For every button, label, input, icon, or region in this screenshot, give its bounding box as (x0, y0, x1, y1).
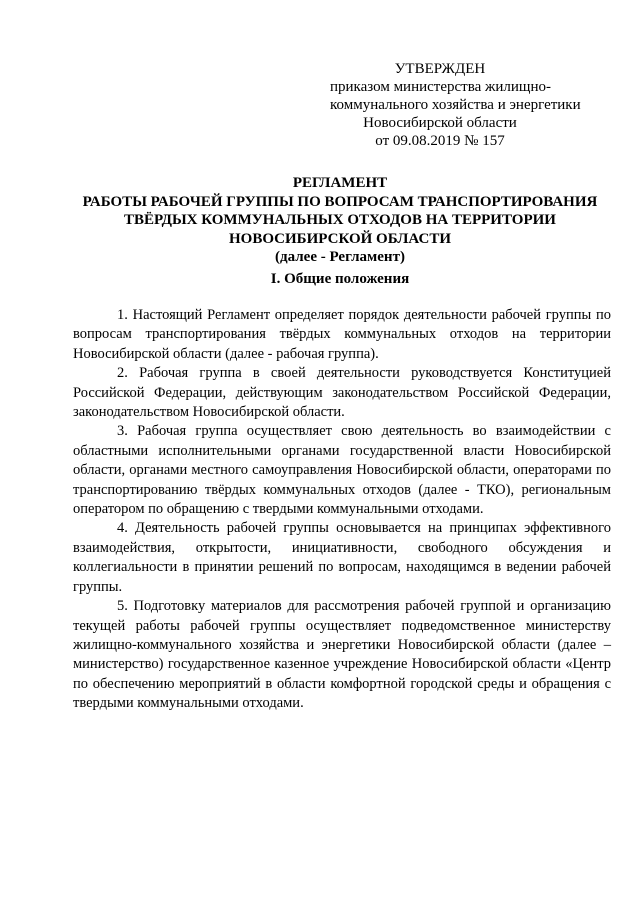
approval-line-2: коммунального хозяйства и энергетики (330, 97, 581, 113)
section-heading: I. Общие положения (270, 271, 410, 287)
paragraph-4: 4. Деятельность рабочей группы основывается на принципах эффективного взаимодействия, открытости, инициативности, свободного обсуждения и коллегиальности в принятии решений по вопросам, находящимся в ведении рабочей группы. (73, 520, 611, 595)
approval-line-3: Новосибирской области (363, 115, 517, 131)
paragraph-2: 2. Рабочая группа в своей деятельности руководствуется Конституцией Российской Федерации, действующим законодательством Российской Федерации, законодательством Новосибирской области. (73, 365, 611, 421)
approval-line-4: от 09.08.2019 № 157 (375, 133, 505, 149)
approval-status: УТВЕРЖДЕН (394, 61, 486, 77)
paragraph-3: 3. Рабочая группа осуществляет свою деятельность во взаимодействии с областными исполнительными органами государственной власти Новосибирской области, органами местного самоуправления Новосибирской области, операторами по транспортированию твёрдых коммунальных отходов (далее - ТКО), региональным оператором по обращению с твердыми коммунальными отходами. (73, 423, 611, 518)
title-line-1: РЕГЛАМЕНТ (292, 175, 388, 191)
title-line-2: РАБОТЫ РАБОЧЕЙ ГРУППЫ ПО ВОПРОСАМ ТРАНСПОРТИРОВАНИЯ (82, 193, 598, 210)
approval-line-1: приказом министерства жилищно- (330, 79, 551, 95)
paragraph-1: 1. Настоящий Регламент определяет порядок деятельности рабочей группы по вопросам транспортирования твёрдых коммунальных отходов на территории Новосибирской области (далее - рабочая группа). (73, 307, 611, 362)
title-line-4: НОВОСИБИРСКОЙ ОБЛАСТИ (228, 230, 452, 247)
title-line-3: ТВЁРДЫХ КОММУНАЛЬНЫХ ОТХОДОВ НА ТЕРРИТОРИИ (124, 212, 556, 228)
title-line-5: (далее - Регламент) (275, 249, 405, 265)
approval-stamp (330, 60, 581, 150)
document-title (60, 174, 620, 267)
document-body (73, 306, 611, 714)
paragraph-5: 5. Подготовку материалов для рассмотрения рабочей группой и организацию текущей работы рабочей группы осуществляет подведомственное министерству жилищно-коммунального хозяйства и энергетики Новосибирской области (далее – министерство) государственное казенное учреждение Новосибирской области «Центр по обеспечению мероприятий в области комфортной городской среды и обращения с твердыми коммунальными отходами. (73, 598, 611, 712)
